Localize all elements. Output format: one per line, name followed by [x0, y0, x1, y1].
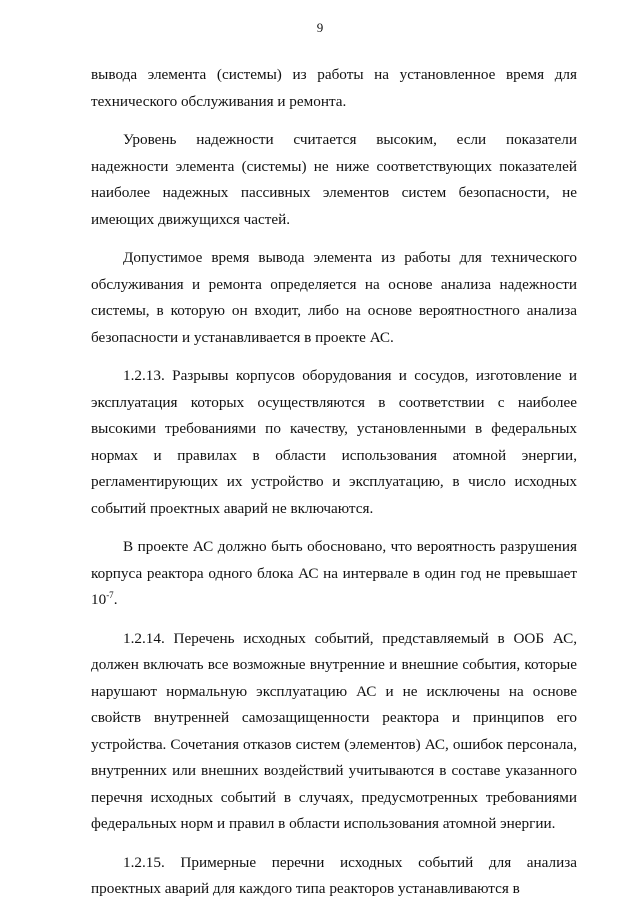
paragraph-1-2-13: 1.2.13. Разрывы корпусов оборудования и сосудов, изготовление и эксплуатация которых осуществляются в соответствии с наиболее высокими требованиями по качеству, установленными в федеральных нормах и правилах в области использования атомной энергии, регламентирующих их устройство и эксплуатацию, в число исходных событий проектных аварий не включаются. [91, 367, 577, 517]
paragraph-1-2-14: 1.2.14. Перечень исходных событий, представляемый в ООБ АС, должен включать все возможные внутренние и внешние события, которые нарушают нормальную эксплуатацию АС и не исключены на основе свойств внутренней самозащищенности реактора и принципов его устройства. Сочетания отказов систем (элементов) АС, ошибок персонала, внутренних или внешних воздействий учитываются в составе указанного перечня исходных событий в случаях, предусмотренных требованиями федеральных норм и правил в области использования атомной энергии. [91, 629, 577, 832]
paragraph-1-2-15: 1.2.15. Примерные перечни исходных событий для анализа проектных аварий для каждого типа реакторов устанавливаются в [91, 853, 577, 897]
exponent: -7 [106, 589, 114, 600]
paragraph-vessel-failure-tail: . [113, 591, 118, 608]
paragraph-allowed-downtime: Допустимое время вывода элемента из работы для технического обслуживания и ремонта определяется на основе анализа надежности системы, в которую он входит, либо на основе вероятностного анализа безопасности и устанавливается в проекте АС. [91, 249, 577, 346]
page-number: 9 [316, 20, 324, 35]
document-body [91, 62, 577, 903]
paragraph-vessel-failure-probability [91, 534, 577, 614]
paragraph-reliability-level: Уровень надежности считается высоким, если показатели надежности элемента (системы) не ниже соответствующих показателей наиболее надежных пассивных элементов систем безопасности, не имеющих движущихся частей. [91, 131, 577, 228]
paragraph-continuation: вывода элемента (системы) из работы на установленное время для технического обслуживания и ремонта. [91, 66, 577, 110]
paragraph-vessel-failure-text: В проекте АС должно быть обосновано, что вероятность разрушения корпуса реактора одного блока АС на интервале в один год не превышает 10 [91, 538, 577, 608]
